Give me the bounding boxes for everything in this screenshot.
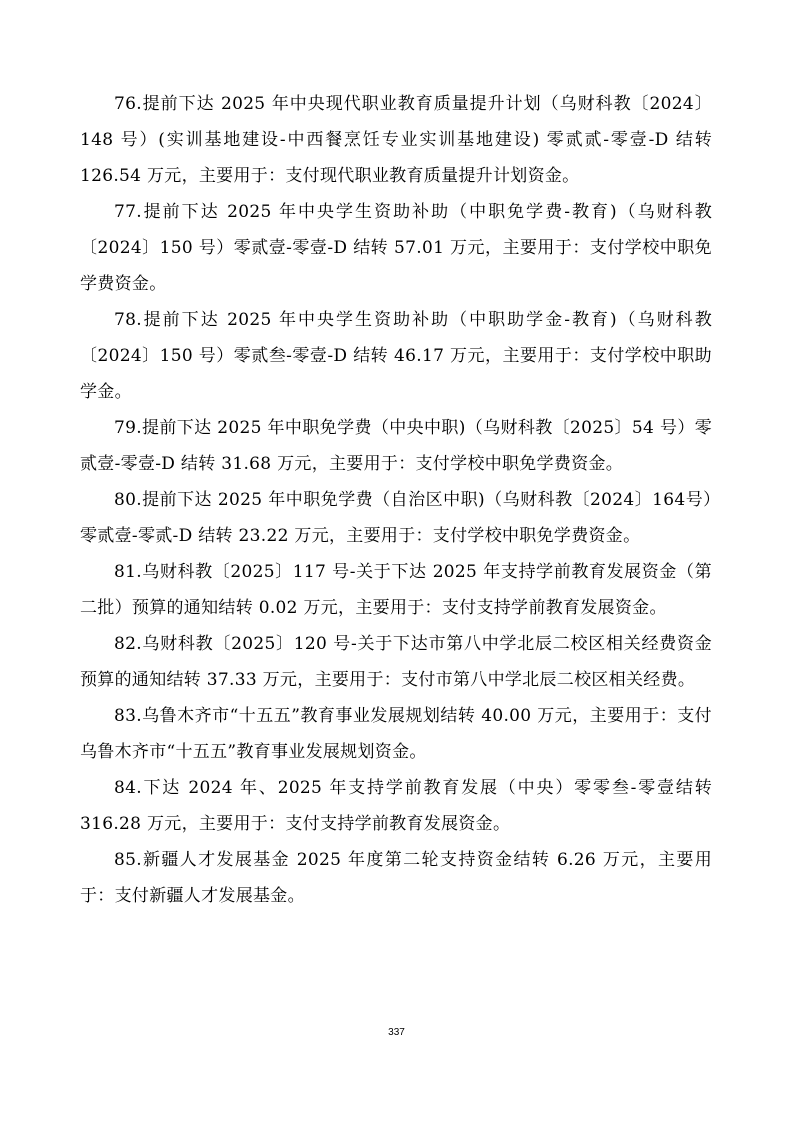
paragraph-80: 80.提前下达 2025 年中职免学费（自治区中职)（乌财科教〔2024〕164号）零贰壹-零贰-D 结转 23.22 万元，主要用于：支付学校中职免学费资金。 <box>80 490 712 546</box>
paragraph-79: 79.提前下达 2025 年中职免学费（中央中职)（乌财科教〔2025〕54 号）零贰壹-零壹-D 结转 31.68 万元，主要用于：支付学校中职免学费资金。 <box>80 418 712 474</box>
body-text <box>80 86 712 914</box>
page-number: 337 <box>388 1027 405 1038</box>
paragraph-82: 82.乌财科教〔2025〕120 号-关于下达市第八中学北辰二校区相关经费资金预算的通知结转 37.33 万元，主要用于：支付市第八中学北辰二校区相关经费。 <box>80 634 712 690</box>
paragraph-77: 77.提前下达 2025 年中央学生资助补助（中职免学费-教育)（乌财科教〔2024〕150 号）零贰壹-零壹-D 结转 57.01 万元，主要用于：支付学校中职免学费资金。 <box>80 202 712 294</box>
paragraph-84: 84.下达 2024 年、2025 年支持学前教育发展（中央）零零叁-零壹结转316.28 万元，主要用于：支付支持学前教育发展资金。 <box>80 778 712 834</box>
paragraph-85: 85.新疆人才发展基金 2025 年度第二轮支持资金结转 6.26 万元，主要用于：支付新疆人才发展基金。 <box>80 850 712 906</box>
paragraph-76: 76.提前下达 2025 年中央现代职业教育质量提升计划（乌财科教〔2024〕148 号）(实训基地建设-中西餐烹饪专业实训基地建设) 零贰贰-零壹-D 结转126.54 万元，主要用于：支付现代职业教育质量提升计划资金。 <box>80 94 712 186</box>
paragraph-83: 83.乌鲁木齐市“十五五”教育事业发展规划结转 40.00 万元，主要用于：支付乌鲁木齐市“十五五”教育事业发展规划资金。 <box>80 706 712 762</box>
paragraph-81: 81.乌财科教〔2025〕117 号-关于下达 2025 年支持学前教育发展资金（第二批）预算的通知结转 0.02 万元，主要用于：支付支持学前教育发展资金。 <box>80 562 712 618</box>
paragraph-78: 78.提前下达 2025 年中央学生资助补助（中职助学金-教育)（乌财科教〔2024〕150 号）零贰叁-零壹-D 结转 46.17 万元，主要用于：支付学校中职助学金。 <box>80 310 712 402</box>
